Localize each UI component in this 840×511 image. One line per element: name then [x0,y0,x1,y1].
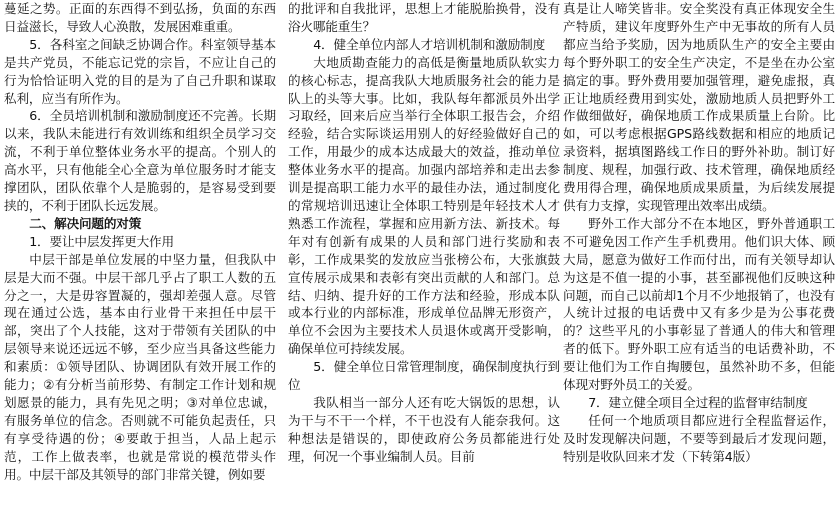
paragraph-continued: 蔓延之势。正面的东西得不到弘扬，负面的东西日益滋长，导致人心涣散，发展困难重重。 [4,1,276,34]
text-column-1 [4,0,276,483]
subheading-item-5: 5．健全单位日常管理制度，确保制度执行到位 [288,359,560,393]
paragraph-training: 大地质勘查能力的高低是衡量地质队软实力的核心标志，提高我队大地质服务社会的能力是队上的头等大事。比如，我队每年都派员外出学习取经，回来后应当举行全体职工报告会，介绍经验，结合实际谈运用别人的好经验做好自己的工作，用最少的成本达成最大的效益，推动单位整体业务水平的提高。加强内部培养和走出去参训是提高职工能力水平的最佳办法，通过制度化的常规培训迅速让全体职工特别是年轻技术人才熟悉工作流程，掌握和应用新方法、新技术。每年对有创新有成果的人员和部门进行奖励和表彰，工作成果奖的发放应当张榜公布，大张旗鼓宣传展示成果和表彰有突出贡献的人和部门。总结、归纳、提升好的工作方法和经验，形成本队或本行业的内部标准，形成单位品牌无形资产，单位不会因为主要技术人员退休或离开受影响，确保单位可持续发展。 [288,54,560,357]
paragraph-continued: 的批评和自我批评，思想上才能脱胎换骨，没有浴火哪能重生？ [288,1,560,34]
subheading-item-1: 1．要让中层发挥更大作用 [29,233,174,249]
section-heading-solutions: 二、解决问题的对策 [29,215,142,231]
subheading-item-7: 7．建立健全项目全过程的监督审结制度 [588,394,808,410]
text-column-3 [563,0,835,466]
text-column-2 [288,0,560,466]
paragraph-supervision: 任何一个地质项目都应进行全程监督运作，及时发现解决问题，不要等到最后才发现问题，特别是收队回来才发（下转第4版） [563,412,835,464]
paragraph-field-workers: 野外工作大部分不在本地区，野外普通职工不可避免因工作产生手机费用。他们识大体、顾大局，愿意为做好工作而付出，而有关领导却认为这是不值一提的小事，甚至鄙视他们反映这种问题，而自己以前却1个月不少地报销了，也没有人统计过报的电话费中又有多少是为公事花费的？这些平凡的小事彰显了普通人的伟大和管理者的低下。野外职工应有适当的电话费补助，不要让他们为工作自掏腰包，虽然补助不多，但能体现对野外员工的关爱。 [563,215,835,393]
paragraph-management: 我队相当一部分人还有吃大锅饭的思想，认为干与不干一个样，不干也没有人能奈我何。这种想法是错误的，即使政府公务员都能进行处理，何况一个事业编制人员。目前 [288,394,560,464]
paragraph-item-5: 5．各科室之间缺乏协调合作。科室领导基本是共产党员，不能忘记党的宗旨，不应让自己的行为恰恰证明入党的目的是为了自己升职和谋取私利，应当有所作为。 [4,36,276,106]
paragraph-continued: 真是让人啼笑皆非。安全奖没有真正体现安全生产特质，建议年度野外生产中无事故的所有人员都应当给予奖励，因为地质队生产的安全主要由每个野外职工的安全生产决定，不是坐在办公室搞定的事。野外费用要加强管理，避免虚报，真正让地质经费用到实处，激励地质人员把野外工作做细做好，确保地质工作成果质量上台阶。比如，可以考虑根据GPS路线数据和相应的地质记录资料，据填图路线工作日的野外补助。制订好制度、规程，加强行政、技术管理，确保地质经费用得合理，确保地质成果质量，为后续发展提供有力支撑，实现管理出效率出成绩。 [563,1,835,213]
subheading-item-4: 4．健全单位内部人才培训机制和激励制度 [313,36,546,52]
paragraph-middle-management: 中层干部是单位发展的中坚力量，但我队中层是大而不强。中层干部几乎占了职工人数的五分之一，大是毋容置凝的，强却差强人意。尽管现在通过公选，基本由行业骨干来担任中层干部，突出了个人技能，这对于带领有关团队的中层领导来说还远远不够，至少应当具备这些能力和素质：①领导团队、协调团队有效开展工作的能力；②有分析当前形势、有制定工作计划和规划愿景的能力，具有先见之明；③对单位忠诚，有服务单位的信念。否则就不可能负起责任，只有享受待遇的份；④要敢于担当，人品上起示范，工作上做表率，也就是常说的模范带头作用。中层干部及其领导的部门非常关键，例如要 [4,251,276,482]
paragraph-item-6: 6．全员培训机制和激励制度还不完善。长期以来，我队未能进行有效训练和组织全员学习交流，不利于单位整体业务水平的提高。个别人的高水平，只有他能全心全意为单位服务时才能支撑团队，团队依靠个人是脆弱的，是容易受到要挟的，不利于团队长远发展。 [4,108,276,213]
